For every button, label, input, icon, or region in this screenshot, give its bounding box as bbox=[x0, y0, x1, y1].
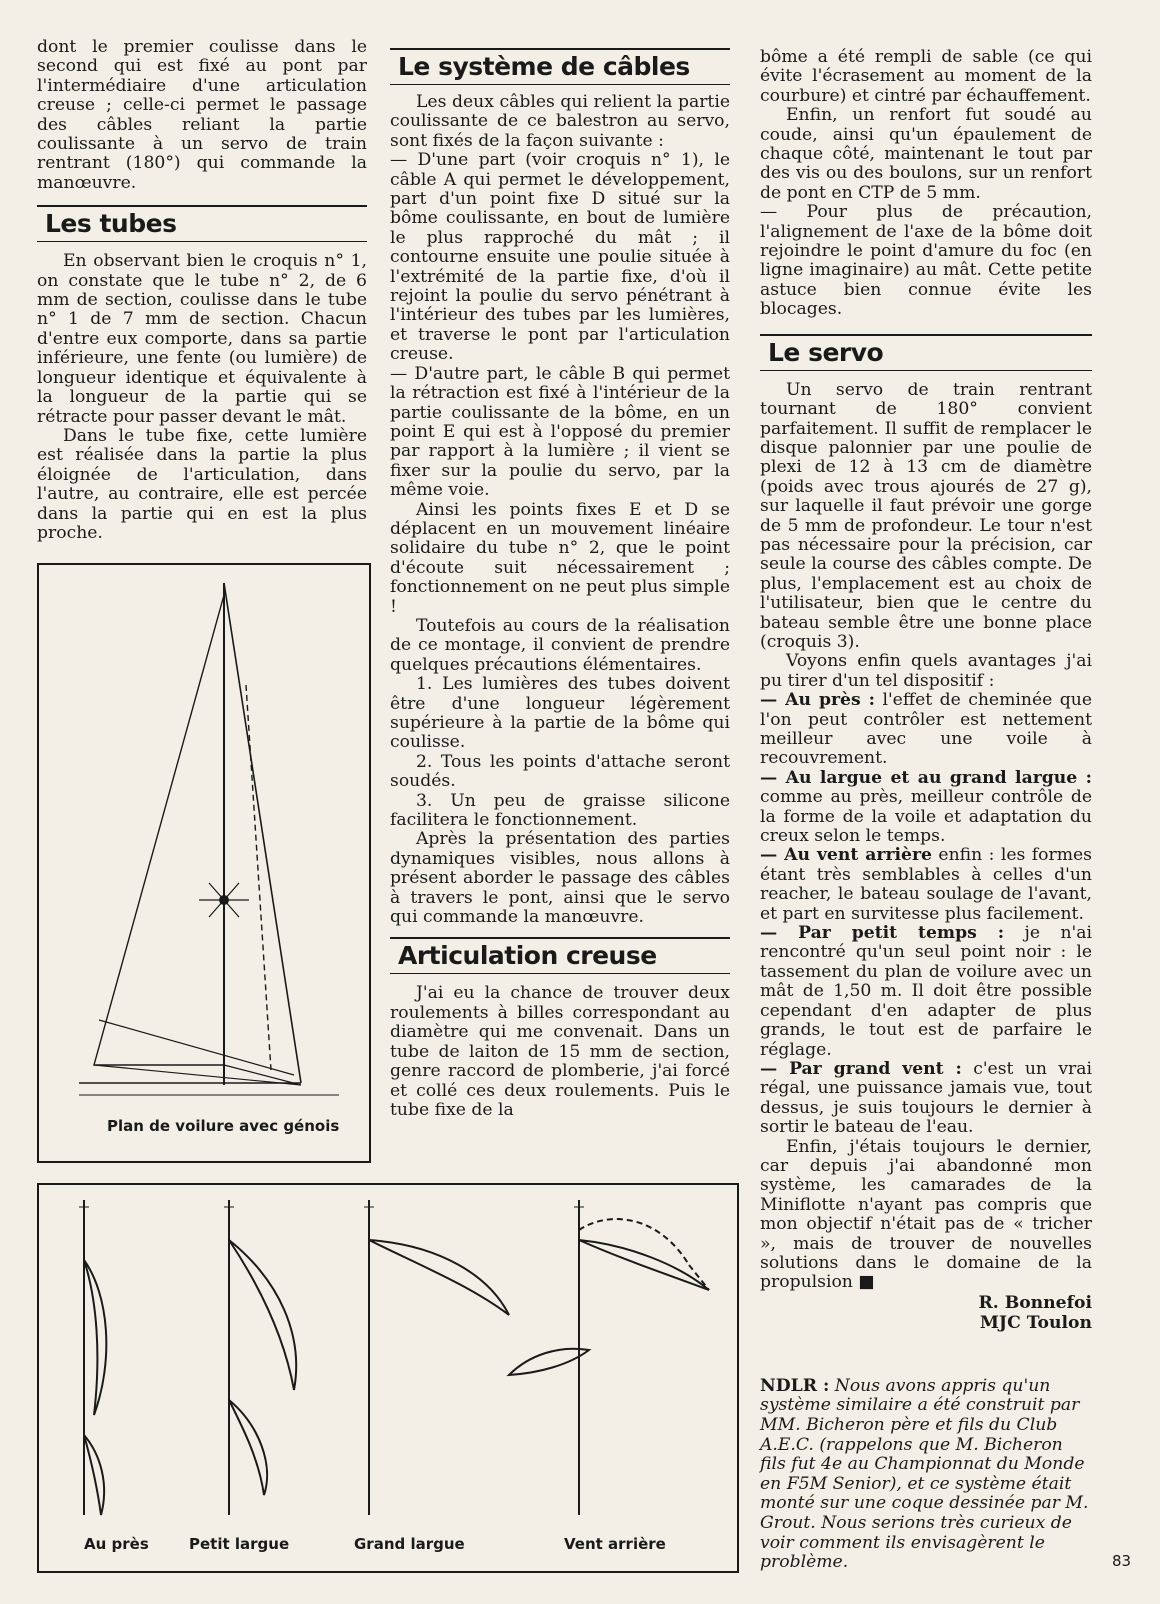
servo-paragraph-vent-arriere bbox=[760, 846, 1092, 924]
text-au-largue: comme au près, meilleur contrôle de la forme de la voile et adaptation du creux selon le temps. bbox=[760, 787, 1092, 847]
servo-paragraph-petit-temps bbox=[760, 924, 1092, 1060]
col3-paragraph-1: bôme a été rempli de sable (ce qui évite l'écrasement au moment de la courbure) et cintré par échauffement. bbox=[760, 47, 1092, 106]
tubes-paragraph-1: En observant bien le croquis n° 1, on constate que le tube n° 2, de 6 mm de section, coulisse dans le tube n° 1 de 7 mm de section. Chacun d'entre eux comporte, dans sa partie inférieure, une fente (ou lumière) de longueur identique et équivalente à la longueur de la partie qui se rétracte pour passer devant le mât. bbox=[37, 251, 367, 427]
cables-paragraph-9: Après la présentation des parties dynamiques visibles, nous allons à présent aborder le passage des câbles à travers le pont, ainsi que le servo qui commande la manœuvre. bbox=[390, 829, 730, 928]
cables-paragraph-1: Les deux câbles qui relient la partie coulissante de ce balestron au servo, sont fixés de la façon suivante : bbox=[390, 92, 730, 151]
col3-paragraph-3: — Pour plus de précaution, l'alignement de l'axe de la bôme doit rejoindre le point d'amure du foc (en ligne imaginaire) au mât. Cette petite astuce bien connue évite les blocages. bbox=[760, 202, 1092, 320]
label-vent-arriere: — Au vent arrière bbox=[760, 845, 932, 866]
servo-paragraph-conclusion: Enfin, j'étais toujours le dernier, car depuis j'ai abandonné mon système, les camarades de la Miniflotte n'ayant pas compris que mon objectif n'était pas de « tricher », mais de trouver de nouvelles solutions dans le domaine de la propulsion ■ bbox=[760, 1136, 1092, 1293]
cables-paragraph-3: — D'autre part, le câble B qui permet la rétraction est fixé à l'intérieur de la partie coulissante de la bôme, en un point E qui est à l'opposé du premier par rapport à la lumière ; il vient se fixer sur la poulie du servo, par la même voie. bbox=[390, 363, 730, 501]
sail-plan-drawing bbox=[39, 565, 369, 1105]
label-au-largue: — Au largue et au grand largue : bbox=[760, 767, 1092, 788]
figure-sail-trim bbox=[37, 1183, 739, 1573]
servo-paragraph-2: Voyons enfin quels avantages j'ai pu tirer d'un tel dispositif : bbox=[760, 651, 1092, 691]
col3-paragraph-2: Enfin, un renfort fut soudé au coude, ainsi qu'un épaulement de chaque côté, maintenant le tout par des vis ou des boulons, sur un renfort de pont en CTP de 5 mm. bbox=[760, 105, 1092, 203]
articulation-paragraph: J'ai eu la chance de trouver deux roulements à billes correspondant au diamètre qui me convenait. Dans un tube de laiton de 15 mm de section, genre raccord de plomberie, j'ai forcé et collé ces deux roulements. Puis le tube fixe de la bbox=[390, 983, 730, 1120]
heading-les-tubes: Les tubes bbox=[37, 205, 367, 242]
caption-grand-largue: Grand largue bbox=[354, 1535, 465, 1553]
caption-vent-arriere: Vent arrière bbox=[564, 1535, 666, 1553]
author-name: R. Bonnefoi bbox=[978, 1292, 1092, 1313]
column-2 bbox=[390, 48, 730, 1120]
servo-paragraph-largue bbox=[760, 769, 1092, 847]
label-au-pres: — Au près : bbox=[760, 690, 875, 711]
cables-paragraph-4: Ainsi les points fixes E et D se déplacent en un mouvement linéaire solidaire du tube n° 2, que le point d'écoute suit nécessairement ; fonctionnement on ne peut plus simple ! bbox=[390, 499, 730, 617]
intro-paragraph: dont le premier coulisse dans le second qui est fixé au pont par l'intermédiaire d'une articulation creuse ; celle-ci permet le passage des câbles reliant la partie coulissante à un servo de train rentrant (180°) qui commande la manœuvre. bbox=[37, 37, 367, 193]
heading-le-servo: Le servo bbox=[760, 334, 1092, 371]
cables-paragraph-2: — D'une part (voir croquis n° 1), le câble A qui permet le développement, part d'un point fixe D situé sur la bôme coulissante, en bout de lumière le plus rapproché du mât ; il contourne ensuite une poulie située à l'extrémité de la partie fixe, d'où il rejoint la poulie du servo pénétrant à l'intérieur des tubes par les lumières, et traverse le pont par l'articulation creuse. bbox=[390, 150, 730, 365]
text-petit-temps: je n'ai rencontré qu'un seul point noir : le tassement du plan de voilure avec un mât de 1,50 m. Il doit être possible cependant d'en adapter de plus grands, le tout est de parfaire le réglage. bbox=[760, 923, 1092, 1060]
text-vent-arriere: enfin : les formes étant très semblables à celles d'un reacher, le bateau soulage de l'avant, et part en survitesse plus facilement. bbox=[760, 845, 1093, 924]
servo-paragraph-pres bbox=[760, 691, 1092, 769]
label-petit-temps: — Par petit temps : bbox=[760, 923, 1005, 944]
figure-sail-plan bbox=[37, 563, 371, 1163]
page-number: 83 bbox=[1112, 1552, 1132, 1570]
label-grand-vent: — Par grand vent : bbox=[760, 1058, 962, 1079]
cables-paragraph-8: 3. Un peu de graisse silicone facilitera le fonctionnement. bbox=[390, 790, 730, 831]
cables-paragraph-5: Toutefois au cours de la réalisation de ce montage, il convient de prendre quelques précautions élémentaires. bbox=[390, 615, 730, 675]
servo-paragraph-grand-vent bbox=[760, 1060, 1092, 1138]
cables-paragraph-6: 1. Les lumières des tubes doivent être d'une longueur légèrement supérieure à la partie de la bôme qui coulisse. bbox=[390, 674, 730, 753]
column-1 bbox=[37, 38, 367, 543]
heading-articulation-creuse: Articulation creuse bbox=[390, 937, 730, 974]
text-au-pres: l'effet de cheminée que l'on peut contrôler est nettement meilleur avec une voile à recouvrement. bbox=[760, 690, 1093, 769]
ndlr-label: NDLR : bbox=[760, 1375, 830, 1396]
tubes-paragraph-2: Dans le tube fixe, cette lumière est réalisée dans la partie la plus éloignée de l'articulation, dans l'autre, au contraire, elle est percée dans la partie qui en est la plus proche. bbox=[37, 425, 367, 543]
caption-petit-largue: Petit largue bbox=[189, 1535, 290, 1553]
caption-au-pres: Au près bbox=[84, 1535, 149, 1553]
cables-paragraph-7: 2. Tous les points d'attache seront soudés. bbox=[390, 751, 730, 792]
sail-plan-caption: Plan de voilure avec génois bbox=[107, 1117, 340, 1135]
column-3 bbox=[760, 48, 1092, 1573]
author-club: MJC Toulon bbox=[979, 1312, 1092, 1333]
text-grand-vent: c'est un vrai régal, une puissance jamais vue, tout dessus, je suis toujours le dernier à sortir le bateau de l'eau. bbox=[760, 1058, 1092, 1138]
ndlr-text: Nous avons appris qu'un système similaire a été construit par MM. Bicheron père et fils du Club A.E.C. (rappelons que M. Bicheron fils fut 4e au Championnat du Monde en F5M Senior), et ce système était monté sur une coque dessinée par M. Grout. Nous serions très curieux de voir comment ils envisagèrent le problème. bbox=[760, 1375, 1089, 1573]
heading-systeme-cables: Le système de câbles bbox=[390, 48, 730, 85]
ndlr-note bbox=[760, 1377, 1092, 1573]
servo-paragraph-1: Un servo de train rentrant tournant de 180° convient parfaitement. Il suffit de remplacer le disque palonnier par une poulie de plexi de 12 à 13 cm de diamètre (poids avec trous ajourés de 27 g), sur laquelle il faut prévoir une gorge de 5 mm de profondeur. Le tour n'est pas nécessaire pour la précision, car seule la course des câbles compte. De plus, l'emplacement est au choix de l'utilisateur, bien que le centre du bateau semble être une bonne place (croquis 3). bbox=[760, 379, 1092, 652]
sail-trim-drawing bbox=[39, 1185, 737, 1571]
